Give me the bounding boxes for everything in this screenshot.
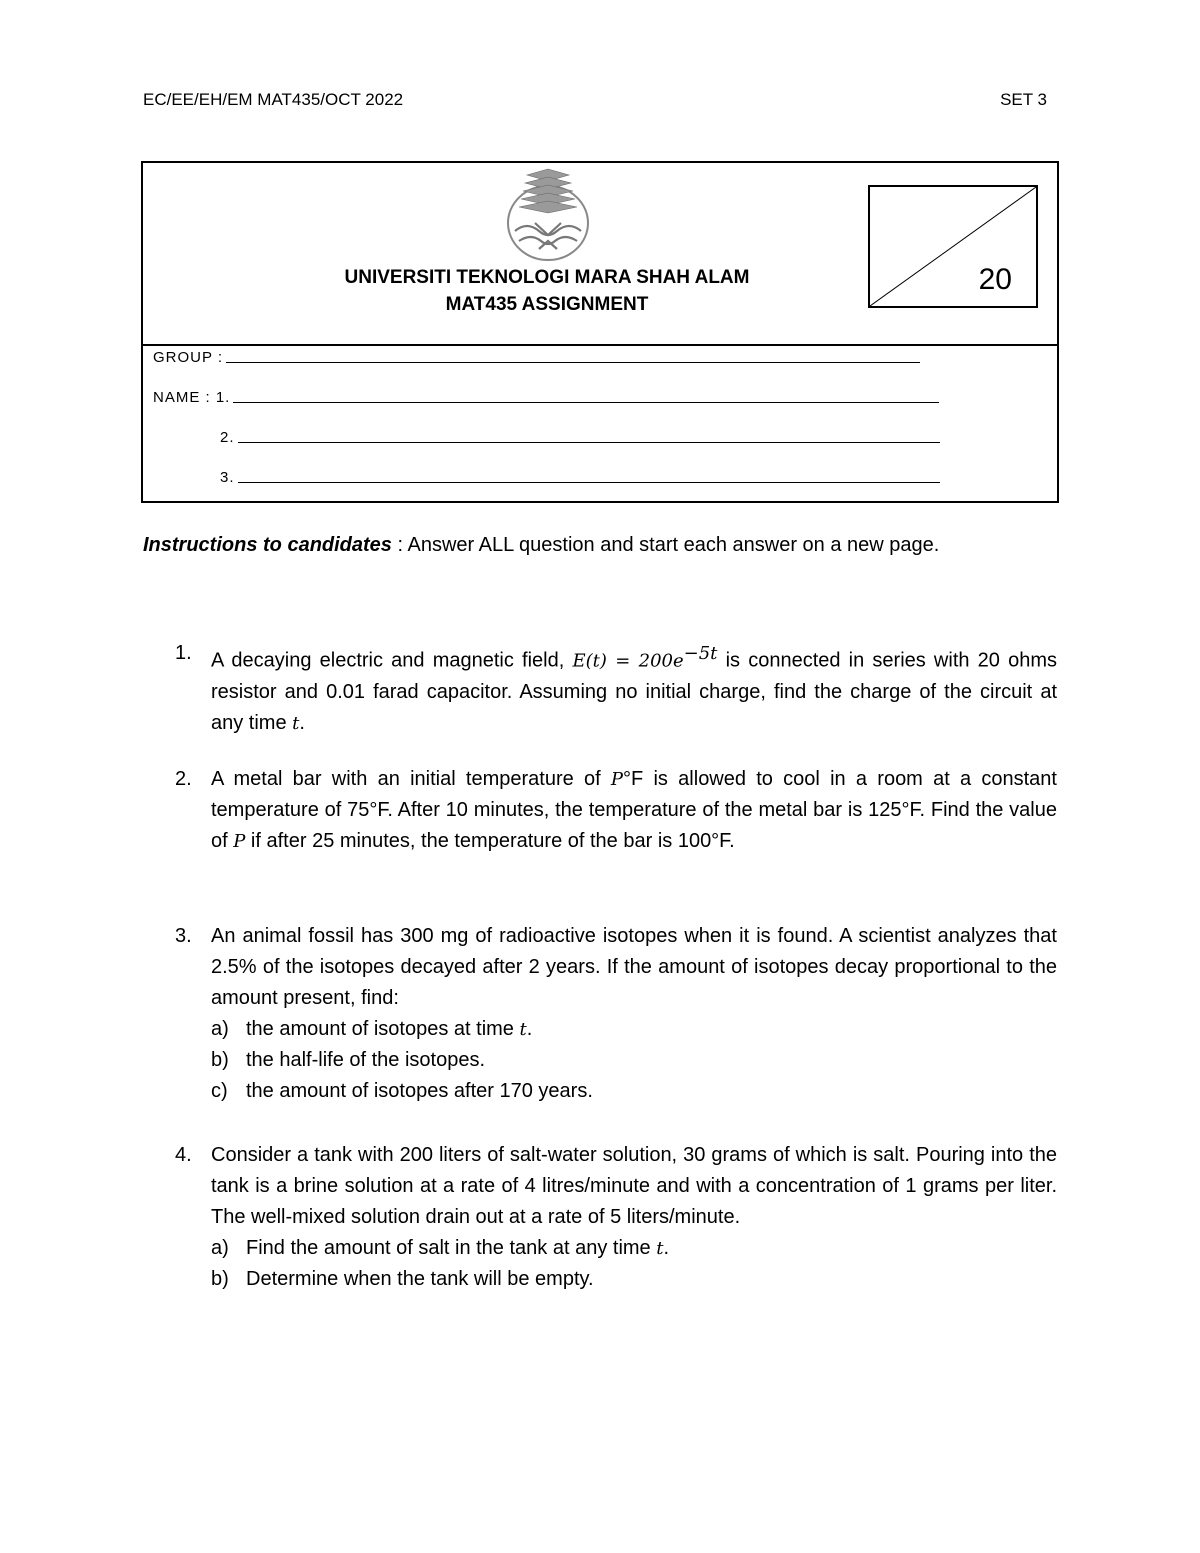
sub-question-label: a) — [211, 1018, 229, 1040]
question-number: 2. — [175, 768, 192, 790]
total-marks: 20 — [978, 263, 1012, 296]
math-expression: E(t) = 200e — [572, 650, 684, 672]
name-field-2 — [220, 429, 940, 446]
sub-question-text: Find the amount of salt in the tank at any time — [246, 1237, 657, 1259]
instructions — [143, 530, 1057, 561]
name-label-3: 3. — [220, 469, 235, 486]
assignment-title: MAT435 ASSIGNMENT — [445, 294, 649, 315]
sub-question-end: . — [663, 1237, 670, 1259]
sub-question — [211, 1076, 1057, 1107]
math-variable: P — [610, 769, 624, 790]
sub-question-label: b) — [211, 1268, 229, 1290]
math-variable: P — [233, 831, 246, 852]
question-1 — [143, 638, 1057, 739]
name-input-line-3[interactable] — [238, 482, 940, 483]
question-text-part: if after 25 minutes, the temperature of the bar is 100°F. — [245, 830, 735, 852]
group-field — [153, 349, 920, 366]
sub-question-text: the amount of isotopes after 170 years. — [246, 1080, 593, 1102]
question-text: Consider a tank with 200 liters of salt-water solution, 30 grams of which is salt. Pouring into the tank is a brine solution at a rate of 4 litres/minute and with a concentration of 1 grams per liter. The well-mixed solution drain out at a rate of 5 liters/minute. — [211, 1144, 1057, 1228]
question-text: An animal fossil has 300 mg of radioactive isotopes when it is found. A scientist analyzes that 2.5% of the isotopes decayed after 2 years. If the amount of isotopes decay proportional to the amount present, find: — [211, 925, 1057, 1009]
math-variable: t — [292, 712, 300, 734]
group-input-line[interactable] — [226, 362, 920, 363]
set-label: SET 3 — [1000, 90, 1047, 109]
question-text-part: is connected in series with 20 ohms resistor and 0.01 farad capacitor. Assuming no initial charge, find the charge of the circuit at any time — [211, 649, 1057, 734]
sub-question-label: c) — [211, 1080, 228, 1102]
math-exponent: −5t — [683, 643, 718, 664]
question-text — [211, 764, 1057, 857]
group-label: GROUP : — [153, 349, 224, 366]
name-input-line-1[interactable] — [233, 402, 939, 403]
sub-question — [211, 1264, 1057, 1295]
question-number: 1. — [175, 642, 192, 664]
math-variable: t — [519, 1019, 527, 1040]
cover-box — [141, 161, 1059, 503]
question-text-part: °F is allowed to cool in a room at a constant temperature of 75°F. After 10 minutes, the temperature of the metal bar is 125°F. Find the value of — [211, 768, 1057, 852]
instructions-label: Instructions to candidates — [143, 534, 392, 556]
question-text-part: . — [299, 711, 305, 734]
instructions-text: : Answer ALL question and start each answer on a new page. — [391, 534, 940, 556]
score-box — [868, 185, 1038, 308]
question-number: 4. — [175, 1144, 192, 1166]
name-field-1 — [153, 389, 939, 406]
name-label: NAME : 1. — [153, 389, 231, 406]
question-text-part: A metal bar with an initial temperature of — [211, 768, 611, 790]
sub-question — [211, 1014, 1057, 1045]
university-name: UNIVERSITI TEKNOLOGI MARA SHAH ALAM — [344, 267, 750, 288]
sub-question-label: a) — [211, 1237, 229, 1259]
sub-question-text: the amount of isotopes at time — [246, 1018, 520, 1040]
sub-question — [211, 1233, 1057, 1264]
course-code: EC/EE/EH/EM MAT435/OCT 2022 — [143, 90, 404, 109]
question-2 — [143, 764, 1057, 857]
cover-box-top — [143, 163, 1057, 346]
sub-question-label: b) — [211, 1049, 229, 1071]
sub-question-text: the half-life of the isotopes. — [246, 1049, 486, 1071]
university-logo-icon — [505, 165, 591, 263]
name-input-line-2[interactable] — [238, 442, 940, 443]
name-field-3 — [220, 469, 940, 486]
question-text-part: A decaying electric and magnetic field, — [211, 649, 573, 672]
math-variable: t — [656, 1238, 664, 1259]
sub-question-text: Determine when the tank will be empty. — [246, 1268, 594, 1290]
name-label-2: 2. — [220, 429, 235, 446]
sub-question — [211, 1045, 1057, 1076]
question-text — [211, 638, 1057, 739]
question-number: 3. — [175, 925, 192, 947]
sub-question-end: . — [526, 1018, 533, 1040]
question-3 — [143, 921, 1057, 1107]
question-4 — [143, 1140, 1057, 1295]
